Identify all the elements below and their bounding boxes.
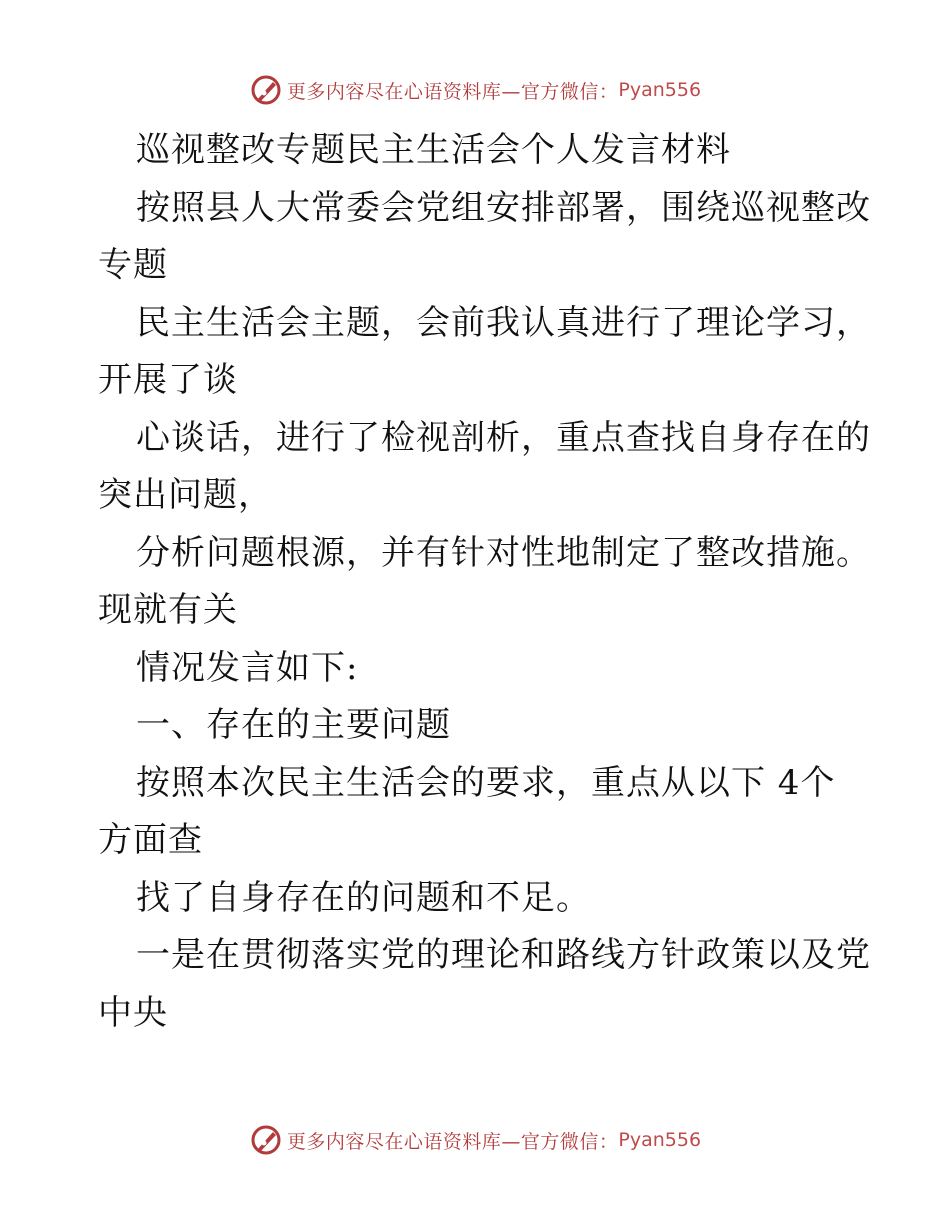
paragraph-line: 现就有关 [98, 590, 238, 630]
header-banner [0, 70, 950, 110]
paragraph-line: 专题 [98, 245, 168, 285]
section-heading: 一、存在的主要问题 [136, 705, 451, 745]
footer-banner [0, 1120, 950, 1160]
wechat-id: Pyan556 [618, 79, 702, 101]
paragraph-line: 方面查 [98, 820, 203, 860]
paragraph-line: 开展了谈 [98, 360, 238, 400]
paragraph-line: 情况发言如下: [136, 647, 359, 688]
quill-pen-logo-icon [249, 1123, 283, 1157]
paragraph-line: 按照本次民主生活会的要求，重点从以下 4个 [136, 762, 836, 803]
wechat-id: Pyan556 [618, 1129, 702, 1151]
paragraph-line: 突出问题， [98, 475, 273, 515]
quill-pen-logo-icon [249, 73, 283, 107]
doc-title: 巡视整改专题民主生活会个人发言材料 [136, 130, 731, 170]
paragraph-line: 找了自身存在的问题和不足。 [136, 877, 591, 918]
banner-text: 更多内容尽在心语资料库—官方微信： [286, 80, 619, 103]
banner-text: 更多内容尽在心语资料库—官方微信： [286, 1130, 619, 1153]
paragraph-line: 中央 [98, 992, 168, 1033]
paragraph-line: 心谈话，进行了检视剖析，重点查找自身存在的 [136, 417, 871, 458]
paragraph-line: 分析问题根源，并有针对性地制定了整改措施。 [136, 532, 871, 573]
paragraph-line: 按照县人大常委会党组安排部署，围绕巡视整改 [136, 187, 871, 228]
paragraph-line: 一是在贯彻落实党的理论和路线方针政策以及党 [136, 935, 871, 975]
document-body [98, 122, 871, 1042]
paragraph-line: 民主生活会主题，会前我认真进行了理论学习， [136, 302, 871, 343]
